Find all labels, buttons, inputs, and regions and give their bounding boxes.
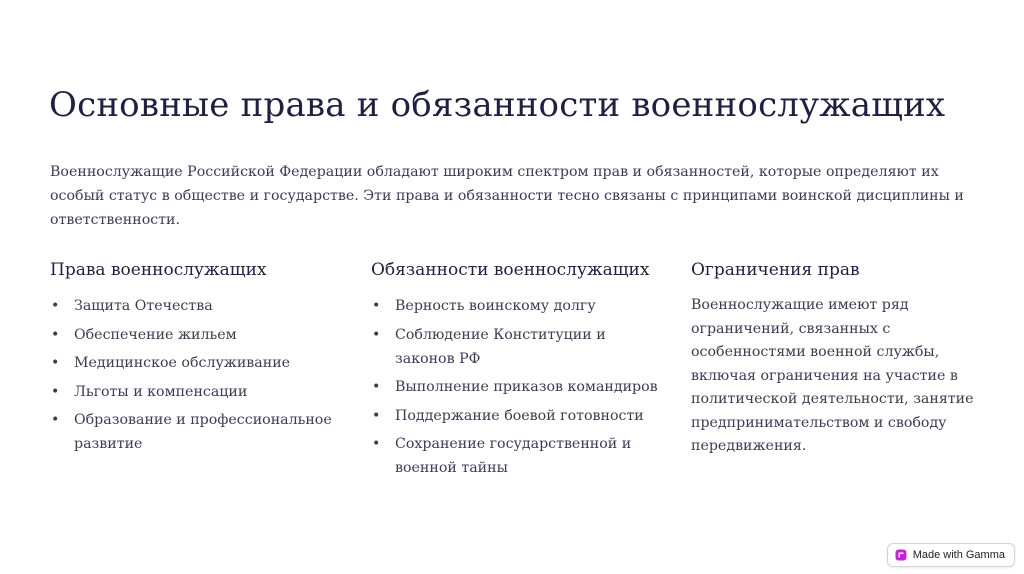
list-item: • Соблюдение Конституции и законов РФ [371,323,661,371]
bullet: • [372,379,381,395]
duties-heading: Обязанности военнослужащих [371,260,650,280]
list-item: • Защита Отечества [50,294,340,318]
bullet: • [372,436,381,452]
intro-paragraph: Военнослужащие Российской Федерации обладают широким спектром прав и обязанностей, которые определяют их особый статус в обществе и государстве. Эти права и обязанности тесно связаны с принципами воинской дисциплины и ответственности. [50,164,964,228]
list-item: • Льготы и компенсации [50,380,340,404]
list-item: • Образование и профессиональное развитие [50,408,340,456]
duties-list [371,294,661,480]
list-item: • Медицинское обслуживание [50,351,340,375]
limits-heading: Ограничения прав [691,260,860,280]
bullet: • [51,383,60,400]
limits-column [691,260,991,459]
list-item: • Верность воинскому долгу [371,294,661,318]
gamma-logo-icon [895,549,907,561]
bullet: • [51,326,60,343]
limits-text: Военнослужащие имеют ряд ограничений, связанных с особенностями военной службы, включая ограничения на участие в политической деятельности, занятие предпринимательством и свободу передвижения. [691,297,974,454]
page-title: Основные права и обязанности военнослужащих [49,85,946,125]
list-item: • Сохранение государственной и военной тайны [371,432,661,480]
badge-label: Made with Gamma [912,549,1005,561]
rights-heading: Права военнослужащих [50,260,267,280]
rights-list [50,294,340,456]
bullet: • [372,326,381,343]
bullet: • [372,407,381,424]
bullet: • [372,298,381,314]
list-item: • Поддержание боевой готовности [371,404,661,428]
list-item: • Выполнение приказов командиров [371,375,661,399]
rights-column [50,260,340,461]
bullet: • [51,355,60,371]
duties-column [371,260,661,485]
bullet: • [51,412,60,428]
bullet: • [51,298,60,314]
list-item: • Обеспечение жильем [50,323,340,347]
made-with-gamma-badge[interactable] [887,543,1015,567]
